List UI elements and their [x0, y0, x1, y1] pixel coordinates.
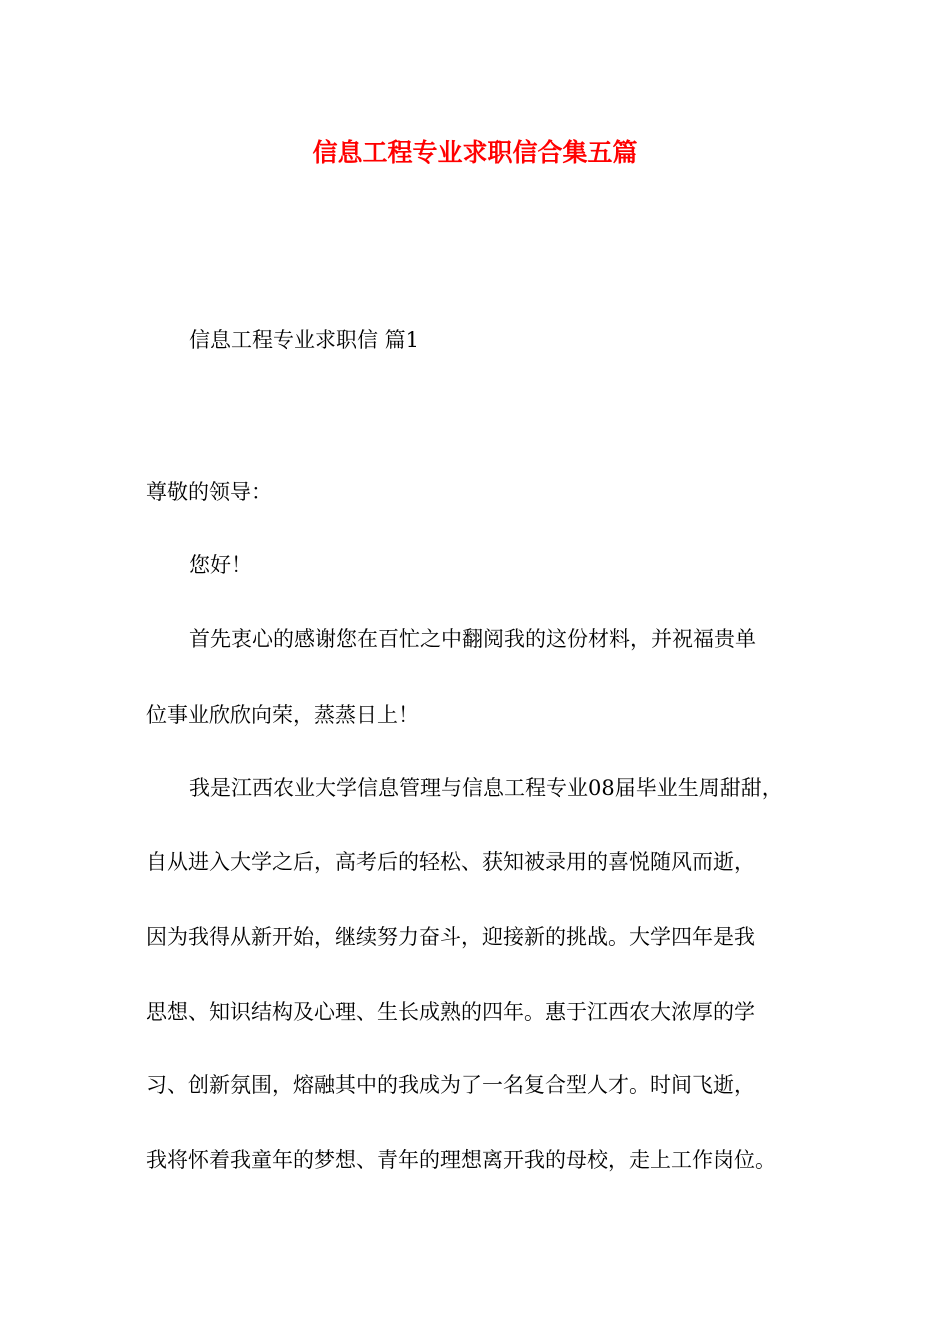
- paragraph-line: 我是江西农业大学信息管理与信息工程专业08届毕业生周甜甜，: [189, 776, 783, 800]
- section-heading: 信息工程专业求职信 篇1: [189, 328, 420, 352]
- paragraph-line: 首先衷心的感谢您在百忙之中翻阅我的这份材料，并祝福贵单: [189, 627, 756, 651]
- greeting: 您好！: [189, 553, 252, 577]
- paragraph-line: 我将怀着我童年的梦想、青年的理想离开我的母校，走上工作岗位。: [146, 1148, 776, 1172]
- document-title: 信息工程专业求职信合集五篇: [312, 138, 638, 167]
- paragraph-line: 思想、知识结构及心理、生长成熟的四年。惠于江西农大浓厚的学: [146, 1000, 755, 1024]
- salutation: 尊敬的领导：: [146, 480, 272, 504]
- paragraph-line: 因为我得从新开始，继续努力奋斗，迎接新的挑战。大学四年是我: [146, 925, 755, 949]
- paragraph-line: 位事业欣欣向荣，蒸蒸日上！: [146, 703, 419, 727]
- paragraph-line: 自从进入大学之后，高考后的轻松、获知被录用的喜悦随风而逝，: [146, 850, 755, 874]
- paragraph-line: 习、创新氛围，熔融其中的我成为了一名复合型人才。时间飞逝，: [146, 1073, 755, 1097]
